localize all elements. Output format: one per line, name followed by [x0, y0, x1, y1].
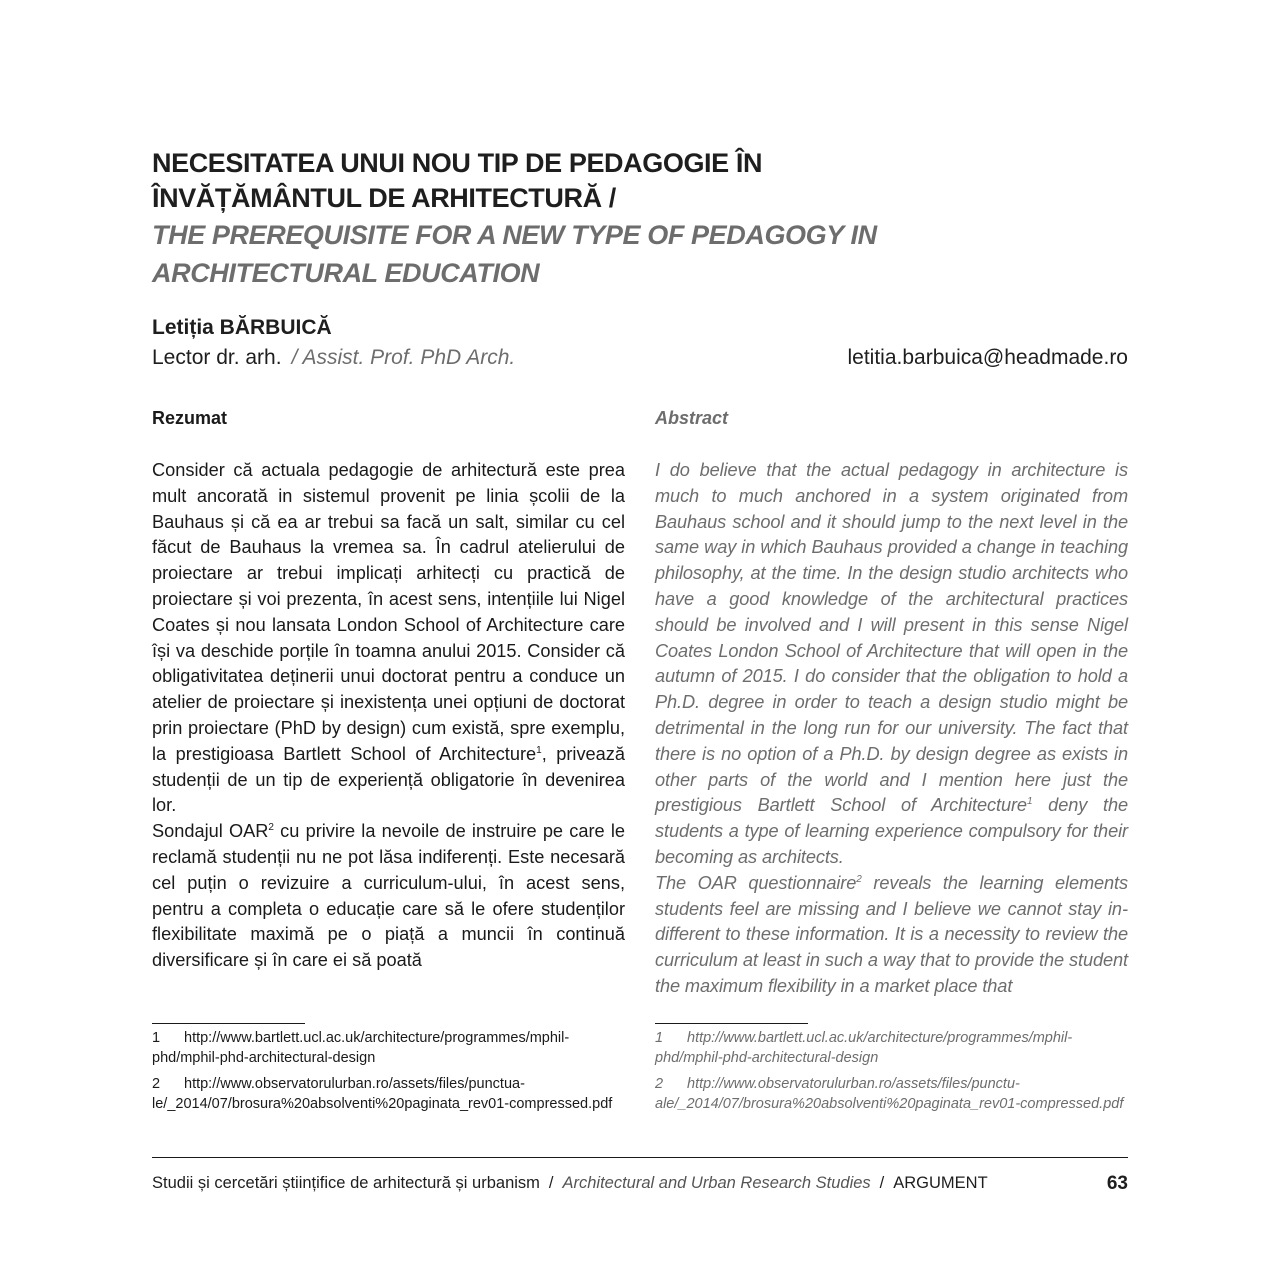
- author-affiliation: [152, 346, 515, 370]
- footnote-ro-1: [152, 1028, 625, 1068]
- article-title: [152, 146, 912, 292]
- abstract-en-heading: Abstract: [655, 408, 729, 428]
- title-en-line: ARCHITECTURAL EDUCATION: [152, 258, 540, 288]
- author-name: Letiția BĂRBUICĂ: [152, 316, 332, 339]
- journal-title-en: Architectural and Urban Research Studies: [562, 1174, 871, 1192]
- footnote-link[interactable]: http://www.observatorulurban.ro/assets/files/punctuale/_2014/07/brosura%20absolventi%20paginata_rev01-compressed.pdf: [152, 1076, 613, 1112]
- title-english: [152, 216, 912, 292]
- footnote-ref[interactable]: 1: [536, 744, 542, 756]
- abstract-ro-heading: Rezumat: [152, 408, 228, 428]
- footnote-ref[interactable]: 2: [856, 873, 862, 885]
- author-title-en: / Assist. Prof. PhD Arch.: [291, 346, 516, 369]
- abstract-en-text: reveals the learning elements students feel are missing and I believe we cannot stay indifferent to these information. It is a necessity to review the curriculum at least in such a way that to provide the student the maximum flexibility in a market place that: [655, 872, 1129, 996]
- abstract-ro-body: [152, 458, 625, 974]
- author-title-ro: Lector dr. arh.: [152, 346, 282, 369]
- title-ro-line: NECESITATEA UNUI NOU TIP DE PEDAGOGIE ÎN: [152, 148, 763, 178]
- footnote-link[interactable]: http://www.bartlett.ucl.ac.uk/architecture/programmes/mphil-phd/mphil-phd-architectural-design: [152, 1030, 570, 1066]
- footnote-ref[interactable]: 2: [268, 822, 274, 834]
- abstract-ro-paragraph: [152, 819, 625, 974]
- title-en-line: THE PREREQUISITE FOR A NEW TYPE OF PEDAGOGY IN: [152, 220, 877, 250]
- footnote-link[interactable]: http://www.bartlett.ucl.ac.uk/architecture/programmes/mphil-phd/mphil-phd-architectural-design: [655, 1030, 1073, 1066]
- footnote-number: 1: [655, 1030, 664, 1046]
- abstract-ro-text: Consider că actuala pedagogie de arhitectură este prea mult ancorată in sistemul provenit pe linia școlii de la Bauhaus și că ea ar trebui sa facă un salt, similar cu cel făcut de Bauhaus la vremea sa. În cadrul atelierului de proiectare ar trebui implicați arhitecți cu practică de proiectare și voi prezenta, în acest sens, intențiile lui Nigel Coates și nou lansata London School of Architecture care își va deschide porțile în toamna anului 2015. Consider că obligativitatea deținerii unui doctorat pentru a conduce un atelier de proiectare și inexistența unei opțiuni de doctorat prin proiectare (PhD by design) cum există, spre exemplu, la prestigioasa Bartlett School of Architecture: [152, 460, 625, 764]
- abstract-en-text: I do believe that the actual pedagogy in architecture is much to much anchored in a system originated from Bauhaus school and it should jump to the next level in the same way in which Bauhaus provided a change in teaching philosophy, at the time. In the design studio architects who have a good knowledge of the architectural practices should be involved and I will present in this sense Nigel Coates London School of Architecture that will open in the autumn of 2015. I do consider that the obligation to hold a Ph.D. degree in order to teach a design studio might be detrimental in the long run for our university. The fact that there is no option of a Ph.D. by design degree as exists in other parts of the world and I mention here just the prestigious Bartlett School of Architecture: [655, 460, 1128, 816]
- footnote-number: 2: [655, 1076, 664, 1092]
- footnote-en-2: [655, 1074, 1128, 1114]
- title-romanian: [152, 146, 912, 216]
- footnote-en-1: [655, 1028, 1128, 1068]
- abstract-ro-text: Sondajul OAR: [152, 821, 269, 842]
- footer-separator: /: [879, 1174, 885, 1192]
- journal-series: ARGUMENT: [893, 1174, 988, 1192]
- abstract-en-body: [655, 458, 1128, 1000]
- title-ro-line: ÎNVĂȚĂMÂNTUL DE ARHITECTURĂ /: [152, 183, 616, 213]
- footnote-link[interactable]: http://www.observatorulurban.ro/assets/files/punctuale/_2014/07/brosura%20absolventi%20paginata_rev01-compressed.pdf: [655, 1076, 1124, 1112]
- abstract-ro-text: cu privire la nevoile de instruire pe care le reclamă studenții nu ne pot lăsa indiferenți. Este necesară cel puțin o revizuire a curriculum-ului, în acest sens, pentru a completa o educație care să le ofere studenților flexibilitate maximă pe o piață a muncii în continuă diversificare și în care ei să poată: [152, 821, 625, 971]
- footer-divider: [152, 1157, 1128, 1158]
- abstract-ro-text: , privează studenții de un tip de experiență obligatorie în devenirea lor.: [152, 743, 625, 816]
- abstract-en-text: deny the students a type of learning experience compulsory for their becoming as architects.: [655, 795, 1128, 867]
- abstract-en-paragraph: [655, 458, 1128, 871]
- journal-title-ro: Studii și cercetări științifice de arhitectură și urbanism: [152, 1174, 540, 1192]
- footnote-divider: [152, 1023, 305, 1024]
- abstract-ro-paragraph: [152, 458, 625, 819]
- footnote-divider: [655, 1023, 808, 1024]
- abstract-en-paragraph: [655, 871, 1128, 1000]
- page-number: 63: [1106, 1173, 1128, 1194]
- footnote-ro-2: [152, 1074, 625, 1114]
- footer-separator: /: [548, 1174, 554, 1192]
- footnote-number: 2: [152, 1076, 161, 1092]
- running-footer: [152, 1174, 988, 1193]
- footnote-ref[interactable]: 1: [1026, 796, 1033, 808]
- abstract-en-text: The OAR questionnaire: [655, 872, 857, 893]
- author-email[interactable]: letitia.barbuica@headmade.ro: [847, 346, 1128, 369]
- footnote-number: 1: [152, 1030, 161, 1046]
